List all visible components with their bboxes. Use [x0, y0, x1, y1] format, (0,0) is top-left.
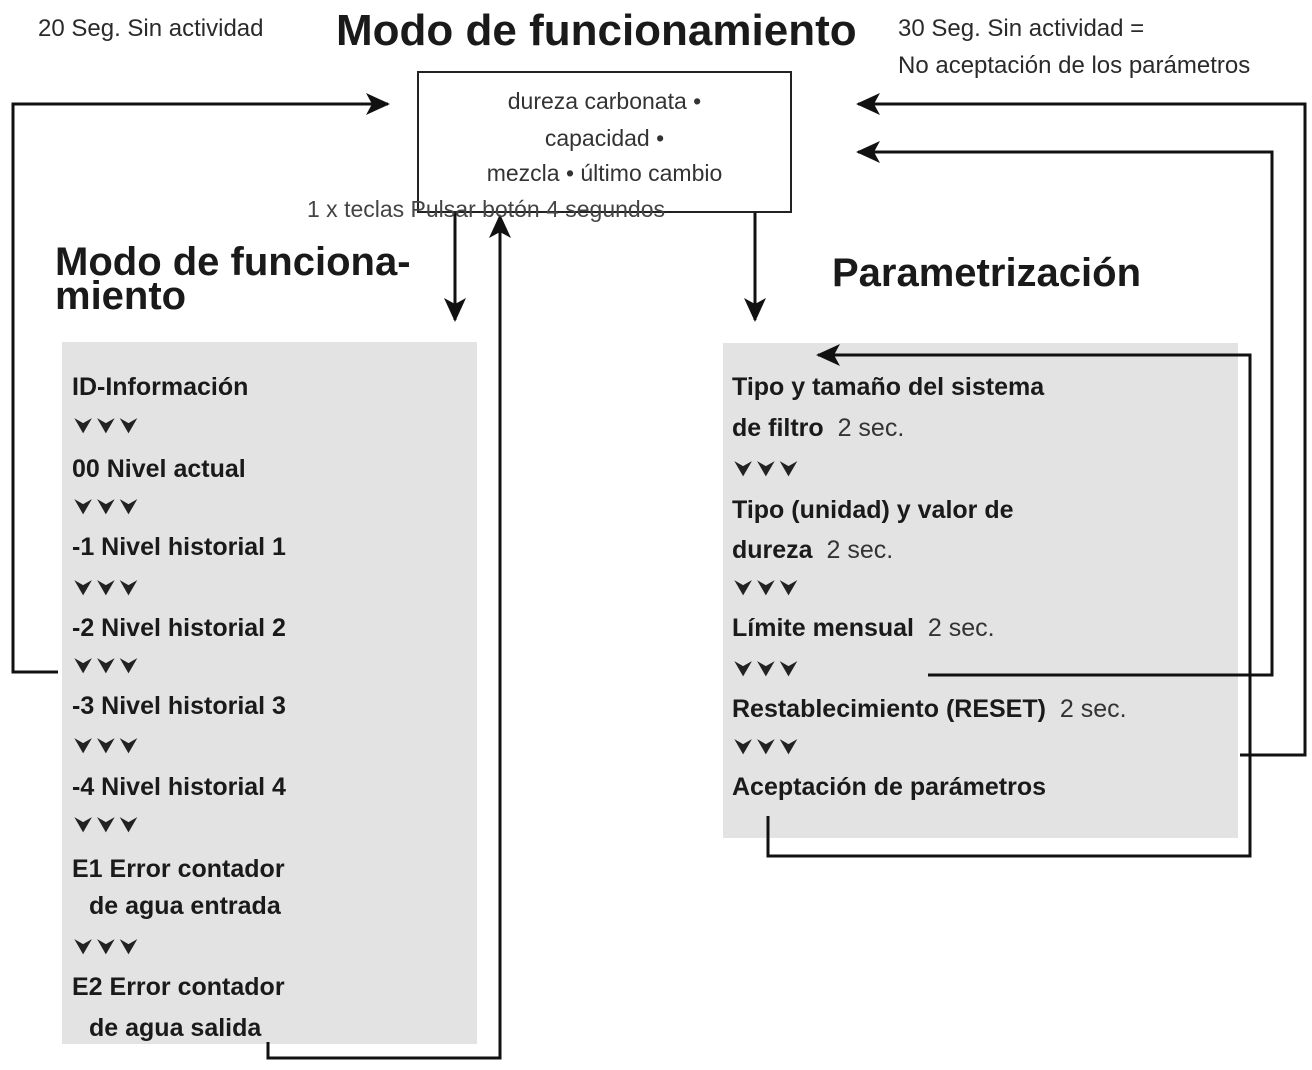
- right-inactivity-note-line2: No aceptación de los parámetros: [898, 52, 1251, 79]
- arrow-return-from-e2: [268, 216, 500, 1058]
- separator-chevrons: ⮟⮟⮟: [734, 575, 803, 600]
- left-inactivity-note: 20 Seg. Sin actividad: [38, 15, 264, 42]
- keys-instruction-label: 1 x teclas Pulsar botón 4 segundos: [307, 196, 666, 222]
- timeout-return-arrow-right-inner: [858, 152, 1272, 675]
- left-step-history-1: -1 Nivel historial 1: [72, 533, 286, 561]
- right-step-hardness-line1: Tipo (unidad) y valor de: [732, 496, 1014, 524]
- display-line-hardness: dureza carbonata •: [507, 88, 702, 114]
- display-line-capacity: capacidad •: [544, 125, 665, 151]
- page-title: Modo de funcionamiento: [336, 6, 857, 55]
- left-step-history-4: -4 Nivel historial 4: [72, 773, 286, 801]
- left-step-history-2: -2 Nivel historial 2: [72, 614, 286, 642]
- right-step-filter-type-line2: de filtro 2 sec.: [732, 414, 905, 442]
- separator-chevrons: ⮟⮟⮟: [734, 456, 803, 481]
- separator-chevrons: ⮟⮟⮟: [74, 575, 143, 600]
- left-step-error-outlet-line2: de agua salida: [89, 1014, 262, 1042]
- left-step-current-level: 00 Nivel actual: [72, 455, 246, 483]
- separator-chevrons: ⮟⮟⮟: [74, 812, 143, 837]
- right-step-reset: Restablecimiento (RESET) 2 sec.: [732, 695, 1127, 723]
- left-step-error-inlet-line2: de agua entrada: [89, 892, 281, 920]
- right-step-hardness-line2: dureza 2 sec.: [732, 536, 894, 564]
- right-inactivity-note-line1: 30 Seg. Sin actividad =: [898, 15, 1145, 42]
- operating-mode-title-line2: miento: [55, 274, 187, 318]
- left-step-error-outlet-line1: E2 Error contador: [72, 973, 285, 1001]
- right-step-parameter-acceptance: Aceptación de parámetros: [732, 773, 1046, 801]
- separator-chevrons: ⮟⮟⮟: [74, 494, 143, 519]
- display-line-mix-last-change: mezcla • último cambio: [486, 160, 723, 186]
- timeout-return-arrow-right-outer: [858, 104, 1305, 755]
- separator-chevrons: ⮟⮟⮟: [74, 934, 143, 959]
- separator-chevrons: ⮟⮟⮟: [734, 734, 803, 759]
- separator-chevrons: ⮟⮟⮟: [74, 733, 143, 758]
- right-step-filter-type-line1: Tipo y tamaño del sistema: [732, 373, 1045, 401]
- left-step-error-inlet-line1: E1 Error contador: [72, 855, 285, 883]
- operating-mode-title-line1: Modo de funciona-: [55, 240, 411, 284]
- left-step-id-info: ID-Información: [72, 373, 249, 401]
- left-step-history-3: -3 Nivel historial 3: [72, 692, 286, 720]
- separator-chevrons: ⮟⮟⮟: [734, 656, 803, 681]
- right-step-monthly-limit: Límite mensual 2 sec.: [732, 614, 995, 642]
- separator-chevrons: ⮟⮟⮟: [74, 413, 143, 438]
- separator-chevrons: ⮟⮟⮟: [74, 653, 143, 678]
- parametrization-title: Parametrización: [832, 251, 1142, 295]
